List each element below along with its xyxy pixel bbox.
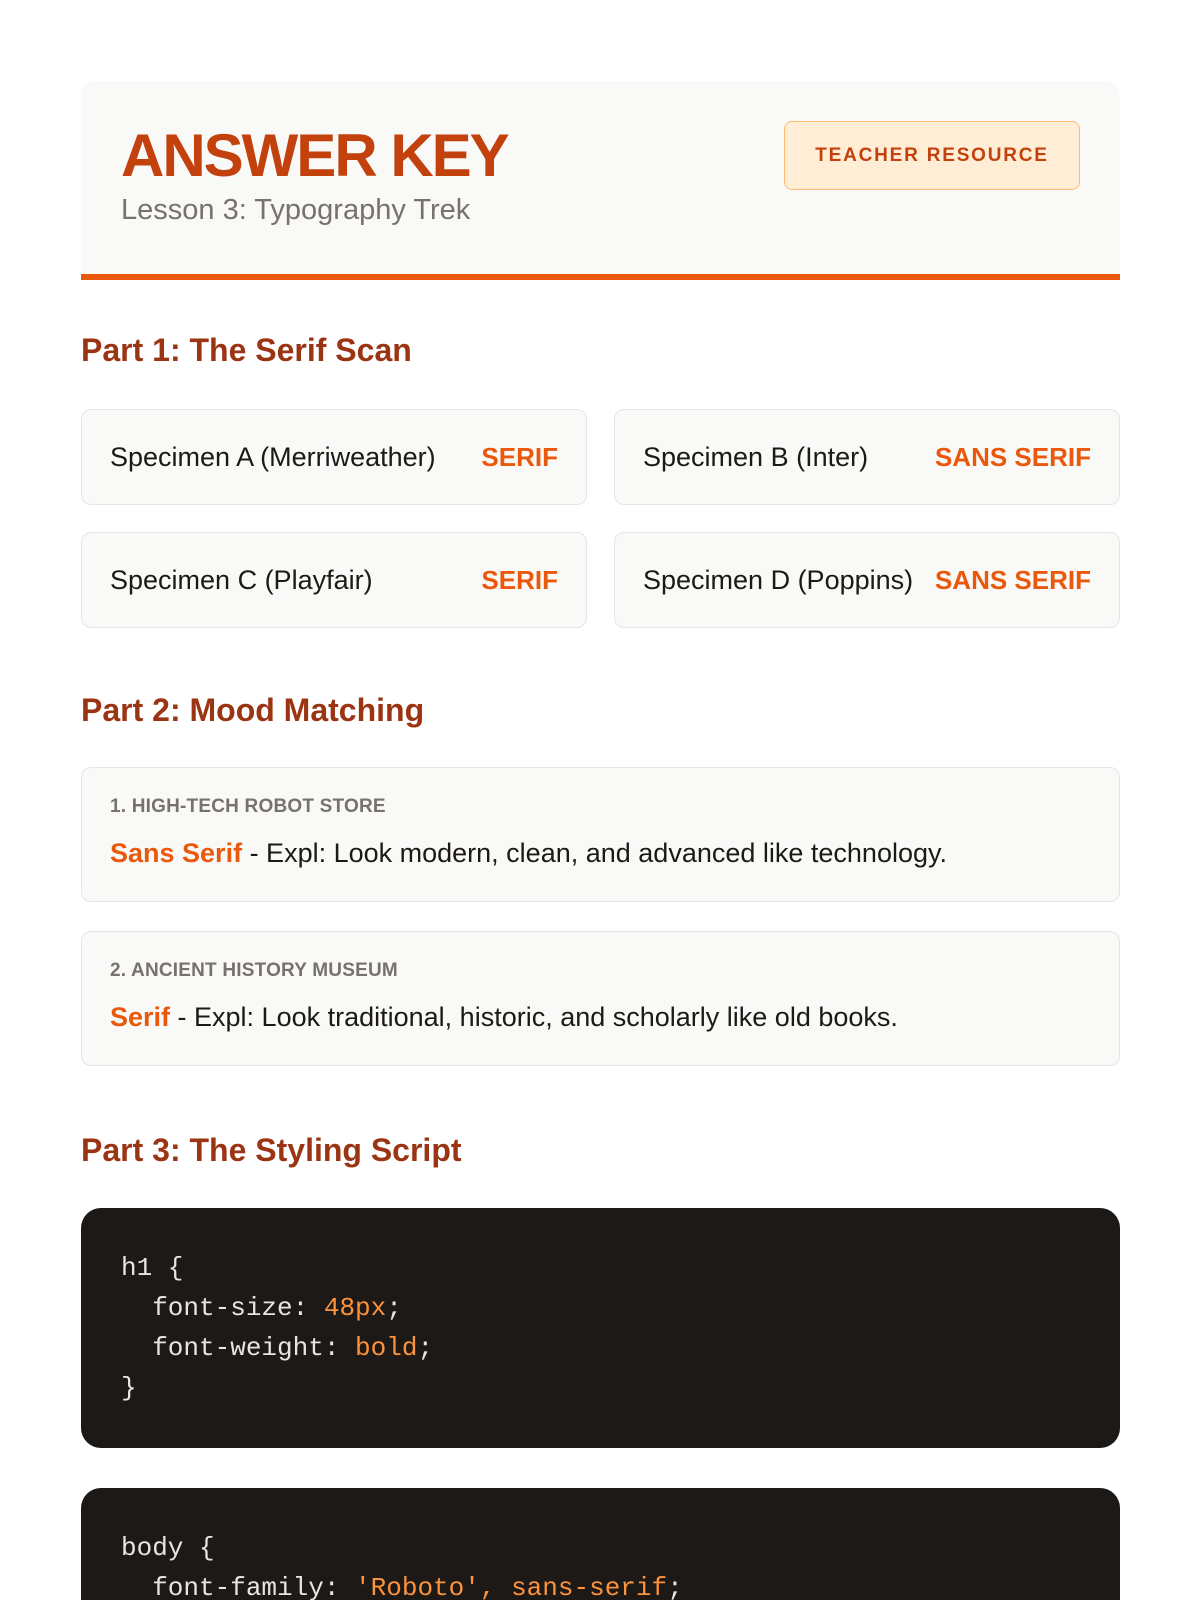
mood-answer-line	[110, 1002, 898, 1033]
specimen-name: Specimen D (Poppins)	[643, 564, 914, 595]
specimen-answer: SANS SERIF	[934, 564, 1091, 595]
mood-explanation: - Expl: Look modern, clean, and advanced like technology.	[242, 838, 947, 868]
code-value: 'Roboto', sans-serif	[355, 1573, 668, 1600]
specimen-name: Specimen A (Merriweather)	[110, 441, 436, 472]
specimen-name: Specimen B (Inter)	[643, 441, 869, 472]
specimen-answer: SERIF	[481, 564, 558, 595]
specimen-name: Specimen C (Playfair)	[110, 564, 373, 595]
specimen-answer: SERIF	[481, 441, 558, 472]
specimen-answer: SANS SERIF	[934, 441, 1091, 472]
code-line: body {	[121, 1533, 215, 1563]
code-line: h1 {	[121, 1253, 184, 1283]
code-block-h1	[81, 1208, 1120, 1448]
code-punct: ;	[386, 1293, 402, 1323]
code-line	[121, 1328, 1080, 1368]
mood-card-2	[81, 931, 1120, 1066]
answer-key-page	[81, 81, 1120, 1600]
page-header	[81, 81, 1120, 280]
mood-answer-line	[110, 838, 947, 869]
code-value: bold	[355, 1333, 418, 1363]
part1-title: Part 1: The Serif Scan	[81, 332, 412, 368]
mood-card-1	[81, 767, 1120, 902]
part3-title: Part 3: The Styling Script	[81, 1132, 462, 1168]
code-property: font-family:	[121, 1573, 356, 1600]
mood-label: 1. HIGH-TECH ROBOT STORE	[110, 796, 386, 817]
mood-label: 2. ANCIENT HISTORY MUSEUM	[110, 960, 398, 981]
specimen-card-c	[81, 532, 587, 628]
code-property: font-size:	[121, 1293, 324, 1323]
specimen-card-b	[614, 409, 1120, 505]
page-subtitle: Lesson 3: Typography Trek	[121, 194, 471, 226]
code-property: font-weight:	[121, 1333, 356, 1363]
specimen-card-d	[614, 532, 1120, 628]
specimen-card-a	[81, 409, 587, 505]
code-line	[121, 1288, 1080, 1328]
mood-explanation: - Expl: Look traditional, historic, and scholarly like old books.	[170, 1002, 898, 1032]
teacher-resource-badge: TEACHER RESOURCE	[784, 121, 1080, 190]
page-title: ANSWER KEY	[121, 122, 508, 189]
code-block-body	[81, 1488, 1120, 1600]
code-line: }	[121, 1373, 137, 1403]
code-punct: ;	[667, 1573, 683, 1600]
mood-answer: Sans Serif	[110, 838, 243, 868]
code-value: 48px	[323, 1293, 387, 1323]
code-punct: ;	[417, 1333, 434, 1363]
mood-answer: Serif	[110, 1002, 171, 1032]
part2-title: Part 2: Mood Matching	[81, 692, 425, 728]
code-line	[121, 1568, 1080, 1600]
